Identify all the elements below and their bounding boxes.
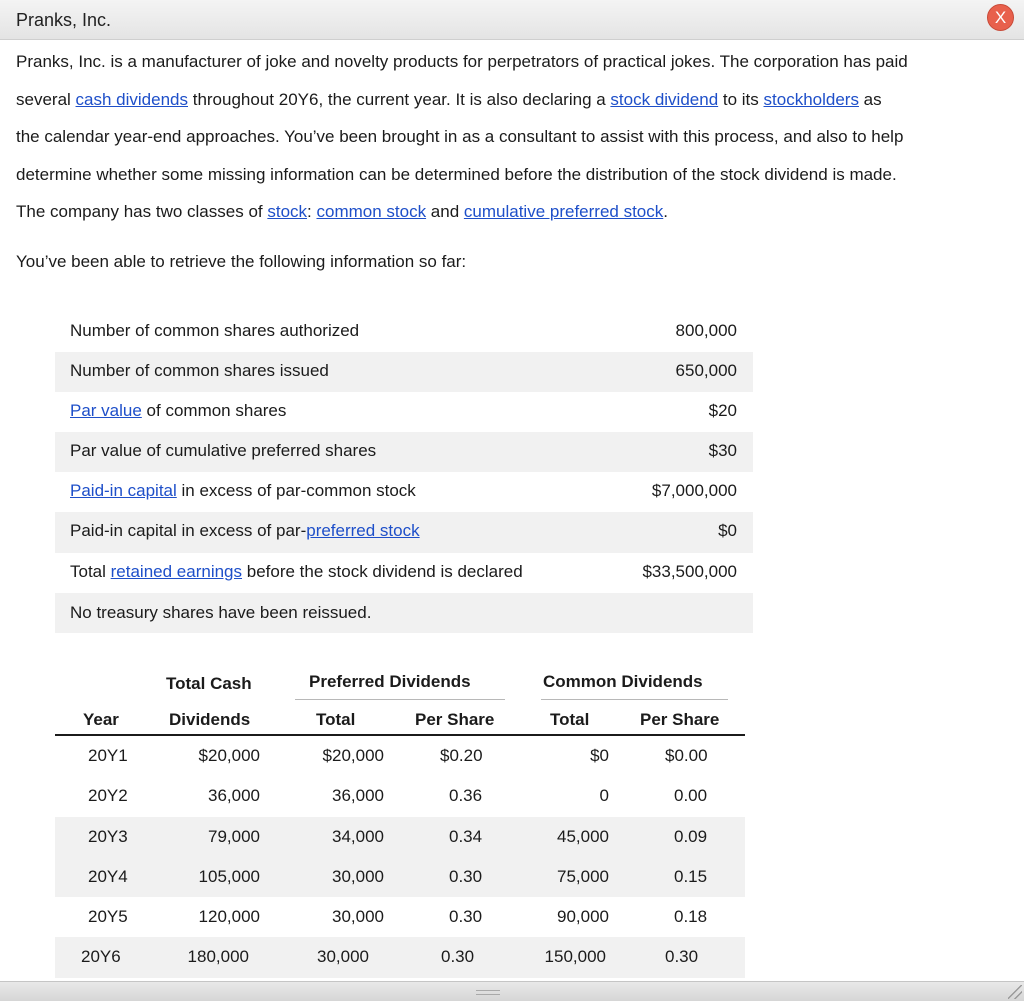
intro-text: throughout 20Y6, the current year. It is also declaring a: [188, 89, 611, 109]
info-row: [55, 352, 753, 392]
cell-pref-total: 30,000: [332, 907, 384, 927]
info-value: $20: [708, 401, 737, 421]
cell-cash: 180,000: [187, 947, 249, 967]
cell-cash: 79,000: [208, 826, 260, 846]
retrieved-info-text: You’ve been able to retrieve the following information so far:: [16, 252, 467, 271]
cell-com-per-share: 0.18: [674, 907, 708, 927]
close-icon[interactable]: X: [987, 4, 1014, 31]
intro-line: [16, 156, 1016, 194]
cumulative-preferred-stock-link[interactable]: cumulative preferred stock: [463, 202, 664, 222]
header-common-total: Total: [550, 710, 590, 729]
preferred-stock-link[interactable]: preferred stock: [306, 521, 420, 541]
info-row: [55, 593, 753, 633]
cell-year: 20Y4: [88, 866, 128, 886]
info-value: $7,000,000: [651, 481, 737, 501]
table-row: [55, 817, 745, 857]
info-table: [55, 312, 753, 633]
info-label: Number of common shares issued: [70, 361, 329, 381]
cell-com-total: 45,000: [557, 826, 609, 846]
cell-com-total: 0: [599, 786, 609, 806]
cell-year: 20Y2: [88, 786, 128, 806]
info-label: [70, 562, 523, 582]
cell-pref-total: $20,000: [322, 746, 384, 765]
cash-dividends-link[interactable]: cash dividends: [75, 89, 188, 109]
window-bottom-bar: [0, 981, 1024, 1001]
info-row: [55, 312, 753, 352]
retained-earnings-link[interactable]: retained earnings: [110, 561, 243, 581]
header-common-dividends: Common Dividends: [543, 672, 703, 691]
table-row: [55, 857, 745, 897]
cell-cash: $20,000: [198, 746, 260, 765]
header-preferred-per-share: Per Share: [415, 710, 495, 729]
cell-year: 20Y6: [81, 947, 121, 967]
cell-pref-total: 34,000: [332, 826, 384, 846]
info-label: Par value of cumulative preferred shares: [70, 441, 377, 461]
header-dividends: Dividends: [169, 710, 251, 729]
paid-in-capital-link[interactable]: Paid-in capital: [70, 481, 177, 501]
cell-cash: 105,000: [198, 866, 260, 886]
info-row: [55, 472, 753, 512]
stock-link[interactable]: stock: [267, 202, 308, 222]
intro-text: Pranks, Inc. is a manufacturer of joke and novelty products for perpetrators of practical jokes. The corporation has paid: [16, 52, 908, 71]
info-label: Number of common shares authorized: [70, 321, 360, 340]
cell-com-per-share: 0.30: [665, 947, 699, 967]
intro-text: and: [426, 202, 464, 222]
cell-com-per-share: $0.00: [665, 746, 708, 765]
cell-pref-per-share: $0.20: [440, 746, 483, 765]
info-value: $33,500,000: [642, 561, 737, 581]
dividends-table: [55, 664, 745, 978]
intro-line: [16, 118, 1016, 156]
drag-handle-icon[interactable]: [476, 990, 500, 995]
info-label-text: in excess of par-common stock: [176, 481, 416, 501]
cell-cash: 120,000: [198, 907, 260, 927]
intro-line: [16, 43, 1016, 81]
cell-cash: 36,000: [208, 786, 260, 806]
intro-text: determine whether some missing information can be determined before the distribution of the stock dividend is made.: [16, 164, 897, 184]
header-year: Year: [83, 710, 119, 729]
cell-com-total: $0: [590, 746, 609, 765]
table-row: [55, 897, 745, 937]
header-preferred-total: Total: [316, 710, 356, 729]
intro-text: The company has two classes of: [16, 202, 268, 222]
info-value: $30: [708, 441, 737, 461]
intro-text: the calendar year-end approaches. You’ve been brought in as a consultant to assist with this process, and also to help: [16, 127, 904, 147]
cell-com-per-share: 0.00: [674, 786, 708, 806]
info-label: [70, 401, 286, 421]
info-value: 800,000: [675, 321, 737, 340]
info-row: [55, 553, 753, 593]
table-row: [55, 776, 745, 816]
info-label: [70, 521, 420, 541]
info-row: [55, 512, 753, 552]
treasury-note: No treasury shares have been reissued.: [70, 602, 372, 622]
intro-text: to its: [718, 89, 764, 109]
info-value: $0: [718, 521, 737, 541]
header-total-cash: Total Cash: [166, 674, 252, 693]
par-value-link[interactable]: Par value: [70, 401, 142, 421]
dividends-header-group: [55, 664, 745, 700]
window-titlebar: [0, 0, 1024, 40]
intro-text: as: [858, 89, 882, 109]
info-row: [55, 432, 753, 472]
info-label-text: Total: [70, 561, 111, 581]
info-label-text: of common shares: [141, 401, 287, 421]
dividends-header: [55, 700, 745, 736]
cell-pref-per-share: 0.30: [449, 907, 483, 927]
cell-year: 20Y5: [88, 907, 128, 927]
resize-grip-icon[interactable]: [1008, 985, 1022, 999]
intro-text: .: [663, 202, 668, 222]
common-stock-link[interactable]: common stock: [316, 202, 427, 222]
cell-pref-total: 30,000: [332, 866, 384, 886]
cell-com-total: 75,000: [557, 866, 609, 886]
cell-com-total: 150,000: [544, 947, 606, 967]
window-title: Pranks, Inc.: [16, 10, 112, 30]
intro-paragraph: [16, 43, 1016, 231]
stock-dividend-link[interactable]: stock dividend: [610, 89, 719, 109]
intro-text: :: [307, 202, 317, 222]
cell-pref-per-share: 0.36: [449, 786, 483, 806]
cell-com-per-share: 0.15: [674, 866, 708, 886]
header-preferred-dividends: Preferred Dividends: [309, 672, 471, 691]
cell-pref-total: 36,000: [332, 786, 384, 806]
cell-pref-per-share: 0.30: [441, 947, 475, 967]
cell-pref-total: 30,000: [317, 947, 369, 967]
cell-com-total: 90,000: [557, 907, 609, 927]
cell-pref-per-share: 0.34: [449, 826, 483, 846]
cell-pref-per-share: 0.30: [449, 866, 483, 886]
info-value: 650,000: [675, 361, 737, 381]
cell-year: 20Y1: [88, 746, 128, 765]
info-label: [70, 481, 416, 501]
info-label-text: before the stock dividend is declared: [242, 561, 523, 581]
cell-com-per-share: 0.09: [674, 826, 708, 846]
intro-text: several: [16, 89, 76, 109]
intro-line: [16, 193, 1016, 231]
cell-year: 20Y3: [88, 826, 128, 846]
stockholders-link[interactable]: stockholders: [763, 89, 859, 109]
table-row: [55, 736, 745, 776]
intro-line: [16, 81, 1016, 119]
info-row: [55, 392, 753, 432]
table-row: [55, 937, 745, 977]
info-label-text: Paid-in capital in excess of par-: [70, 521, 307, 541]
header-common-per-share: Per Share: [640, 710, 720, 729]
